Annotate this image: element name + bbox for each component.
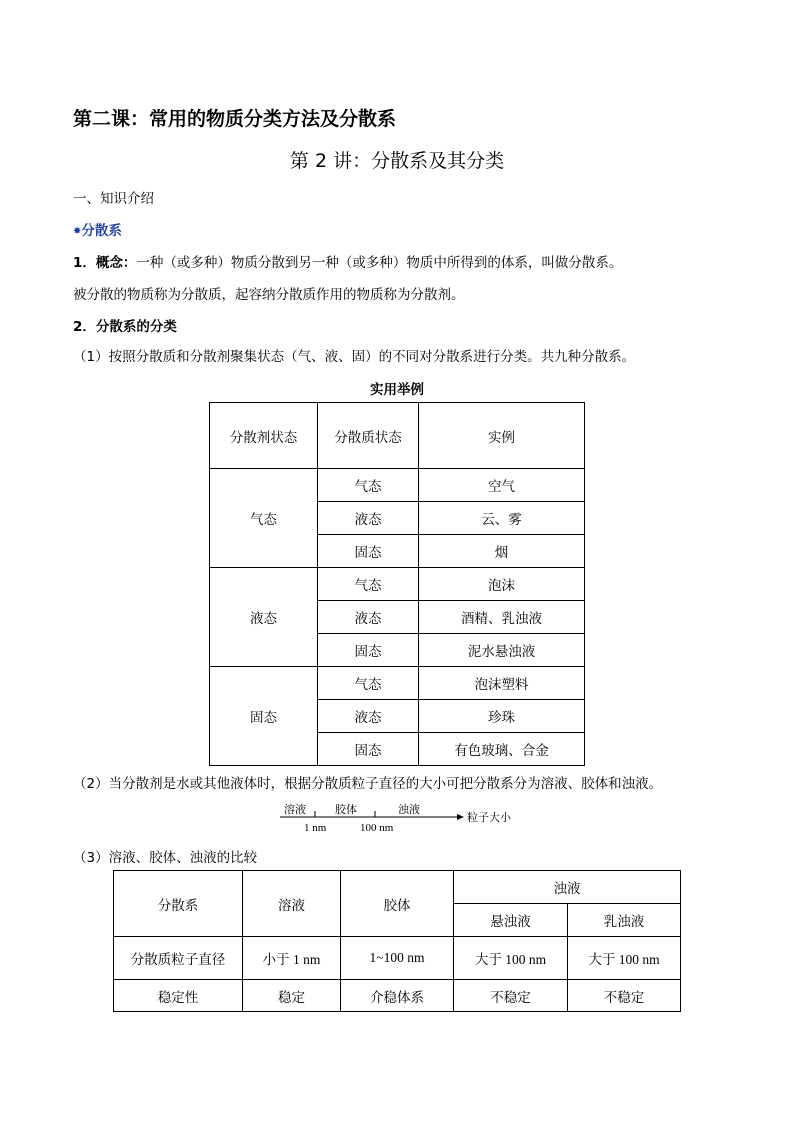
header-turbid: 浊液: [454, 871, 681, 904]
table-header-row: [210, 403, 585, 469]
scale-segment-turbid: 浊液: [398, 804, 420, 816]
dispersed-cell: 液态: [318, 502, 419, 535]
header-emulsion: 乳浊液: [568, 904, 681, 937]
classification-item2: （2）当分散剂是水或其他液体时，根据分散质粒子直径的大小可把分散系分为溶液、胶体和浊液。: [73, 776, 663, 792]
example-cell: 酒精、乳浊液: [419, 601, 585, 634]
example-cell: 云、雾: [419, 502, 585, 535]
concept-text: 一种（或多种）物质分散到另一种（或多种）物质中所得到的体系，叫做分散系。: [136, 255, 623, 271]
example-cell: 烟: [419, 535, 585, 568]
star-bullet-icon: ✸: [73, 226, 82, 237]
classification-heading: [73, 315, 177, 335]
dispersant-cell: 液态: [210, 568, 318, 667]
table-row: [114, 937, 681, 980]
dispersed-cell: 气态: [318, 568, 419, 601]
table-header-row: [114, 871, 681, 904]
dispersed-cell: 液态: [318, 601, 419, 634]
example-cell: 泥水悬浊液: [419, 634, 585, 667]
table-cell: 1~100 nm: [341, 937, 454, 980]
classification-item1: （1）按照分散质和分散剂聚集状态（气、液、固）的不同对分散系进行分类。共九种分散系。: [73, 349, 636, 365]
table-cell: 不稳定: [568, 980, 681, 1012]
classification-item3: （3）溶液、胶体、浊液的比较: [73, 850, 258, 866]
header-dispersed: 分散质状态: [318, 403, 419, 469]
table-cell: 大于 100 nm: [568, 937, 681, 980]
table-cell: 大于 100 nm: [454, 937, 568, 980]
table-row: [210, 469, 585, 502]
particle-size-scale: [280, 800, 520, 836]
table1-caption: 实用举例: [370, 382, 424, 398]
scale-segment-solution: 溶液: [284, 804, 306, 816]
scale-tick-1nm: 1 nm: [304, 822, 327, 834]
example-cell: 有色玻璃、合金: [419, 733, 585, 766]
dispersant-cell: 气态: [210, 469, 318, 568]
table-cell: 不稳定: [454, 980, 568, 1012]
concept-line2: 被分散的物质称为分散质，起容纳分散质作用的物质称为分散剂。: [73, 287, 465, 303]
topic-label: 分散系: [81, 223, 122, 239]
dispersion-comparison-table: [113, 870, 681, 1012]
classification-label: 分散系的分类: [95, 319, 177, 335]
scale-axis-label: 粒子大小: [467, 812, 511, 824]
dispersion-examples-table: [209, 402, 585, 766]
table-cell: 稳定: [243, 980, 341, 1012]
table-row: [210, 568, 585, 601]
concept-num: 1．: [73, 255, 96, 271]
table-cell: 小于 1 nm: [243, 937, 341, 980]
concept-line: [73, 251, 622, 271]
dispersed-cell: 固态: [318, 535, 419, 568]
topic-heading: [73, 219, 122, 239]
dispersant-cell: 固态: [210, 667, 318, 766]
lecture-title: 第 2 讲：分散系及其分类: [289, 150, 505, 172]
scale-segment-colloid: 胶体: [335, 804, 357, 816]
example-cell: 空气: [419, 469, 585, 502]
lesson-title: 第二课：常用的物质分类方法及分散系: [73, 108, 397, 130]
table-row: [114, 980, 681, 1012]
dispersed-cell: 固态: [318, 733, 419, 766]
dispersed-cell: 液态: [318, 700, 419, 733]
example-cell: 泡沫塑料: [419, 667, 585, 700]
header-example: 实例: [419, 403, 585, 469]
table-row: [210, 667, 585, 700]
scale-tick-100nm: 100 nm: [360, 822, 394, 834]
header-system: 分散系: [114, 871, 243, 937]
example-cell: 泡沫: [419, 568, 585, 601]
dispersed-cell: 气态: [318, 667, 419, 700]
dispersed-cell: 气态: [318, 469, 419, 502]
section-heading: 一、知识介绍: [73, 191, 154, 207]
header-solution: 溶液: [243, 871, 341, 937]
header-colloid: 胶体: [341, 871, 454, 937]
dispersed-cell: 固态: [318, 634, 419, 667]
row-label: 稳定性: [114, 980, 243, 1012]
header-dispersant: 分散剂状态: [210, 403, 318, 469]
table-cell: 介稳体系: [341, 980, 454, 1012]
row-label: 分散质粒子直径: [114, 937, 243, 980]
concept-label: 概念：: [95, 255, 137, 271]
classification-num: 2．: [73, 319, 96, 335]
header-suspension: 悬浊液: [454, 904, 568, 937]
example-cell: 珍珠: [419, 700, 585, 733]
